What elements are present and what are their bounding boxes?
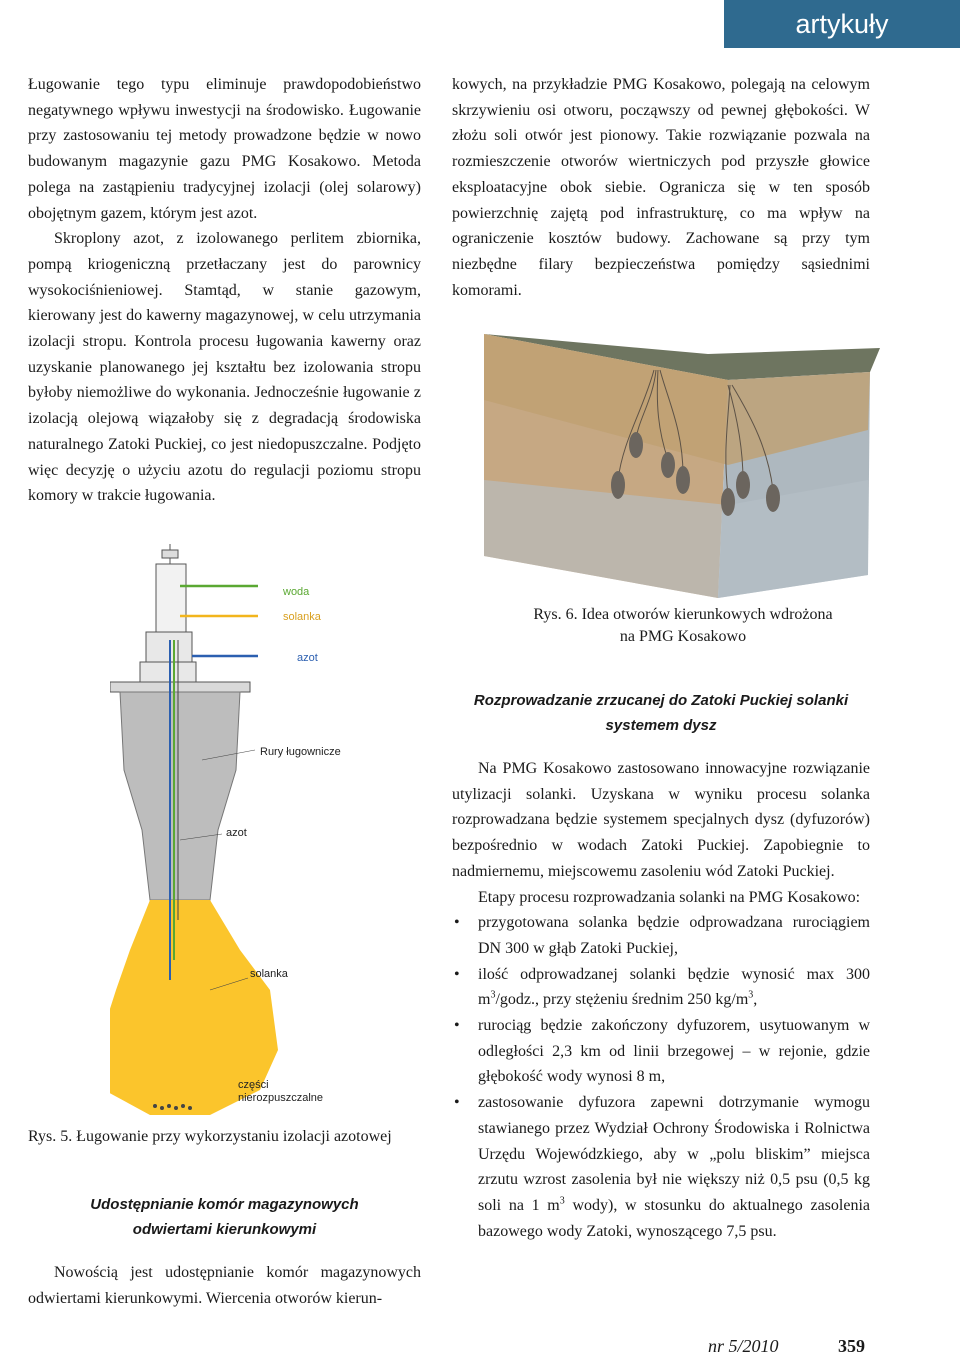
heading-line: systemem dysz [605, 717, 717, 734]
list-item: • ilość odprowadzanej solanki będzie wynosić max 300 $m^3$/godz., przy stężeniu średnim 250 $kg/m^3$, [452, 962, 870, 1013]
left-column-bottom [28, 1260, 421, 1311]
paragraph: Ługowanie tego typu eliminuje prawdopodobieństwo negatywnego wpływu inwestycji na środowisko. Ługowanie przy zastosowaniu tej metody prowadzone będzie w nowo budowanym magazynie gazu PMG Kosakowo. Metoda polega na zastąpieniu tradycyjnej izolacji (olej solarowy) obojętnym gazem, którym jest azot. [28, 76, 421, 222]
paragraph: Etapy procesu rozprowadzania solanki na PMG Kosakowo: [478, 888, 861, 906]
list-item: • rurociąg będzie zakończony dyfuzorem, usytuowanym w odległości 2,3 km od linii brzegowej – w rejonie, gdzie głębokość wody wynosi 8 m, [452, 1013, 870, 1090]
right-column-top [452, 72, 870, 303]
label-woda: woda [283, 586, 310, 598]
heading-udostepnianie [28, 1192, 421, 1242]
wellhead [110, 544, 250, 692]
page-number: 359 [838, 1336, 865, 1356]
section-tag: artykuły [724, 0, 960, 48]
heading-solanka [452, 688, 870, 738]
paragraph: Nowością jest udostępnianie komór magazynowych odwiertami kierunkowymi. Wiercenia otworów kierun- [28, 1264, 421, 1307]
list-item: • zastosowanie dyfuzora zapewni dotrzymanie wymogu stawianego przez Wydział Ochrony Środowiska i Rolnictwa Urzędu Wojewódzkiego, aby w „polu bliskim” miejsca zrzutu wzrost zasolenia był nie większy niż 0,5 psu (0,5 kg soli na 1 $m^3$ wody), w stosunku do aktualnego zasolenia bazowego wody Zatoki, wynoszącego 7,5 psu. [452, 1090, 870, 1244]
label-czesci: części [238, 1079, 269, 1091]
label-azot-top: azot [297, 652, 318, 664]
caption-line: Rys. 6. Idea otworów kierunkowych wdrożona [533, 606, 833, 623]
heading-line: odwiertami kierunkowymi [132, 1221, 317, 1238]
label-solanka-top: solanka [283, 611, 321, 623]
label-nierozpuszczalne: nierozpuszczalne [238, 1092, 323, 1104]
paragraph: Skroplony azot, z izolowanego perlitem zbiornika, pompą kriogeniczną przetłaczany jest do parownicy wysokociśnieniowej. Stamtąd, w stanie gazowym, kierowany jest do kawerny magazynowej, w celu utrzymania izolacji stropu. Kontrola procesu ługowania kawerny oraz uzyskanie planowanego jej kształtu bez izolowania stropu byłoby niemożliwe do wykonania. Jednocześnie ługowanie z izolacją olejową wiązałoby się z degradacją środowiska naturalnego Zatoki Puckiej, co jest niedopuszczalne. Podjęto więc decyzję o użyciu azotu do regulacji poziomu stropu komory w trakcie ługowania. [28, 230, 421, 505]
figure-5-diagram [110, 540, 370, 1120]
label-rury: Rury ługownicze [260, 746, 341, 758]
paragraph: kowych, na przykładzie PMG Kosakowo, polegają na celowym skrzywieniu osi otworu, począwszy od pewnej głębokości. W złożu soli otwór jest pionowy. Takie rozwiązanie pozwala na rozmieszczenie otworów wiertniczych pod przyszłe głowice eksploatacyjne obok siebie. Ogranicza się w ten sposób powierzchnię zajętą pod infrastrukturę, co ma wpływ na ograniczenie kosztów budowy. Zachowane są przy tym niezbędne filary bezpieczeństwa pomiędzy sąsiednimi komorami. [452, 76, 870, 299]
rock-formation [120, 692, 240, 900]
figure-5-caption: Rys. 5. Ługowanie przy wykorzystaniu izolacji azotowej [28, 1128, 392, 1145]
figure-6-3d-block [478, 330, 883, 602]
paragraph: Na PMG Kosakowo zastosowano innowacyjne rozwiązanie utylizacji solanki. Uzyskana w wyniku procesu solanka rozprowadzana będzie systemem specjalnych dysz (dyfuzorów) bezpośrednio w wodach Zatoki Puckiej. Zapobiegnie to nadmiernemu, miejscowemu zasoleniu wód Zatoki Puckiej. [452, 760, 870, 880]
list-item: • przygotowana solanka będzie odprowadzana rurociągiem DN 300 w głąb Zatoki Puckiej, [452, 910, 870, 961]
heading-line: Rozprowadzanie zrzucanej do Zatoki Puckiej solanki [473, 692, 849, 709]
bullet-list [452, 910, 870, 1244]
label-azot-mid: azot [226, 827, 247, 839]
heading-line: Udostępnianie komór magazynowych [90, 1196, 359, 1213]
caption-line: na PMG Kosakowo [619, 628, 747, 645]
label-solanka-mid: solanka [250, 968, 288, 980]
figure-6-caption [478, 604, 888, 648]
issue-number: nr 5/2010 [708, 1336, 779, 1356]
left-column [28, 72, 421, 509]
right-column-bottom [452, 756, 870, 1244]
